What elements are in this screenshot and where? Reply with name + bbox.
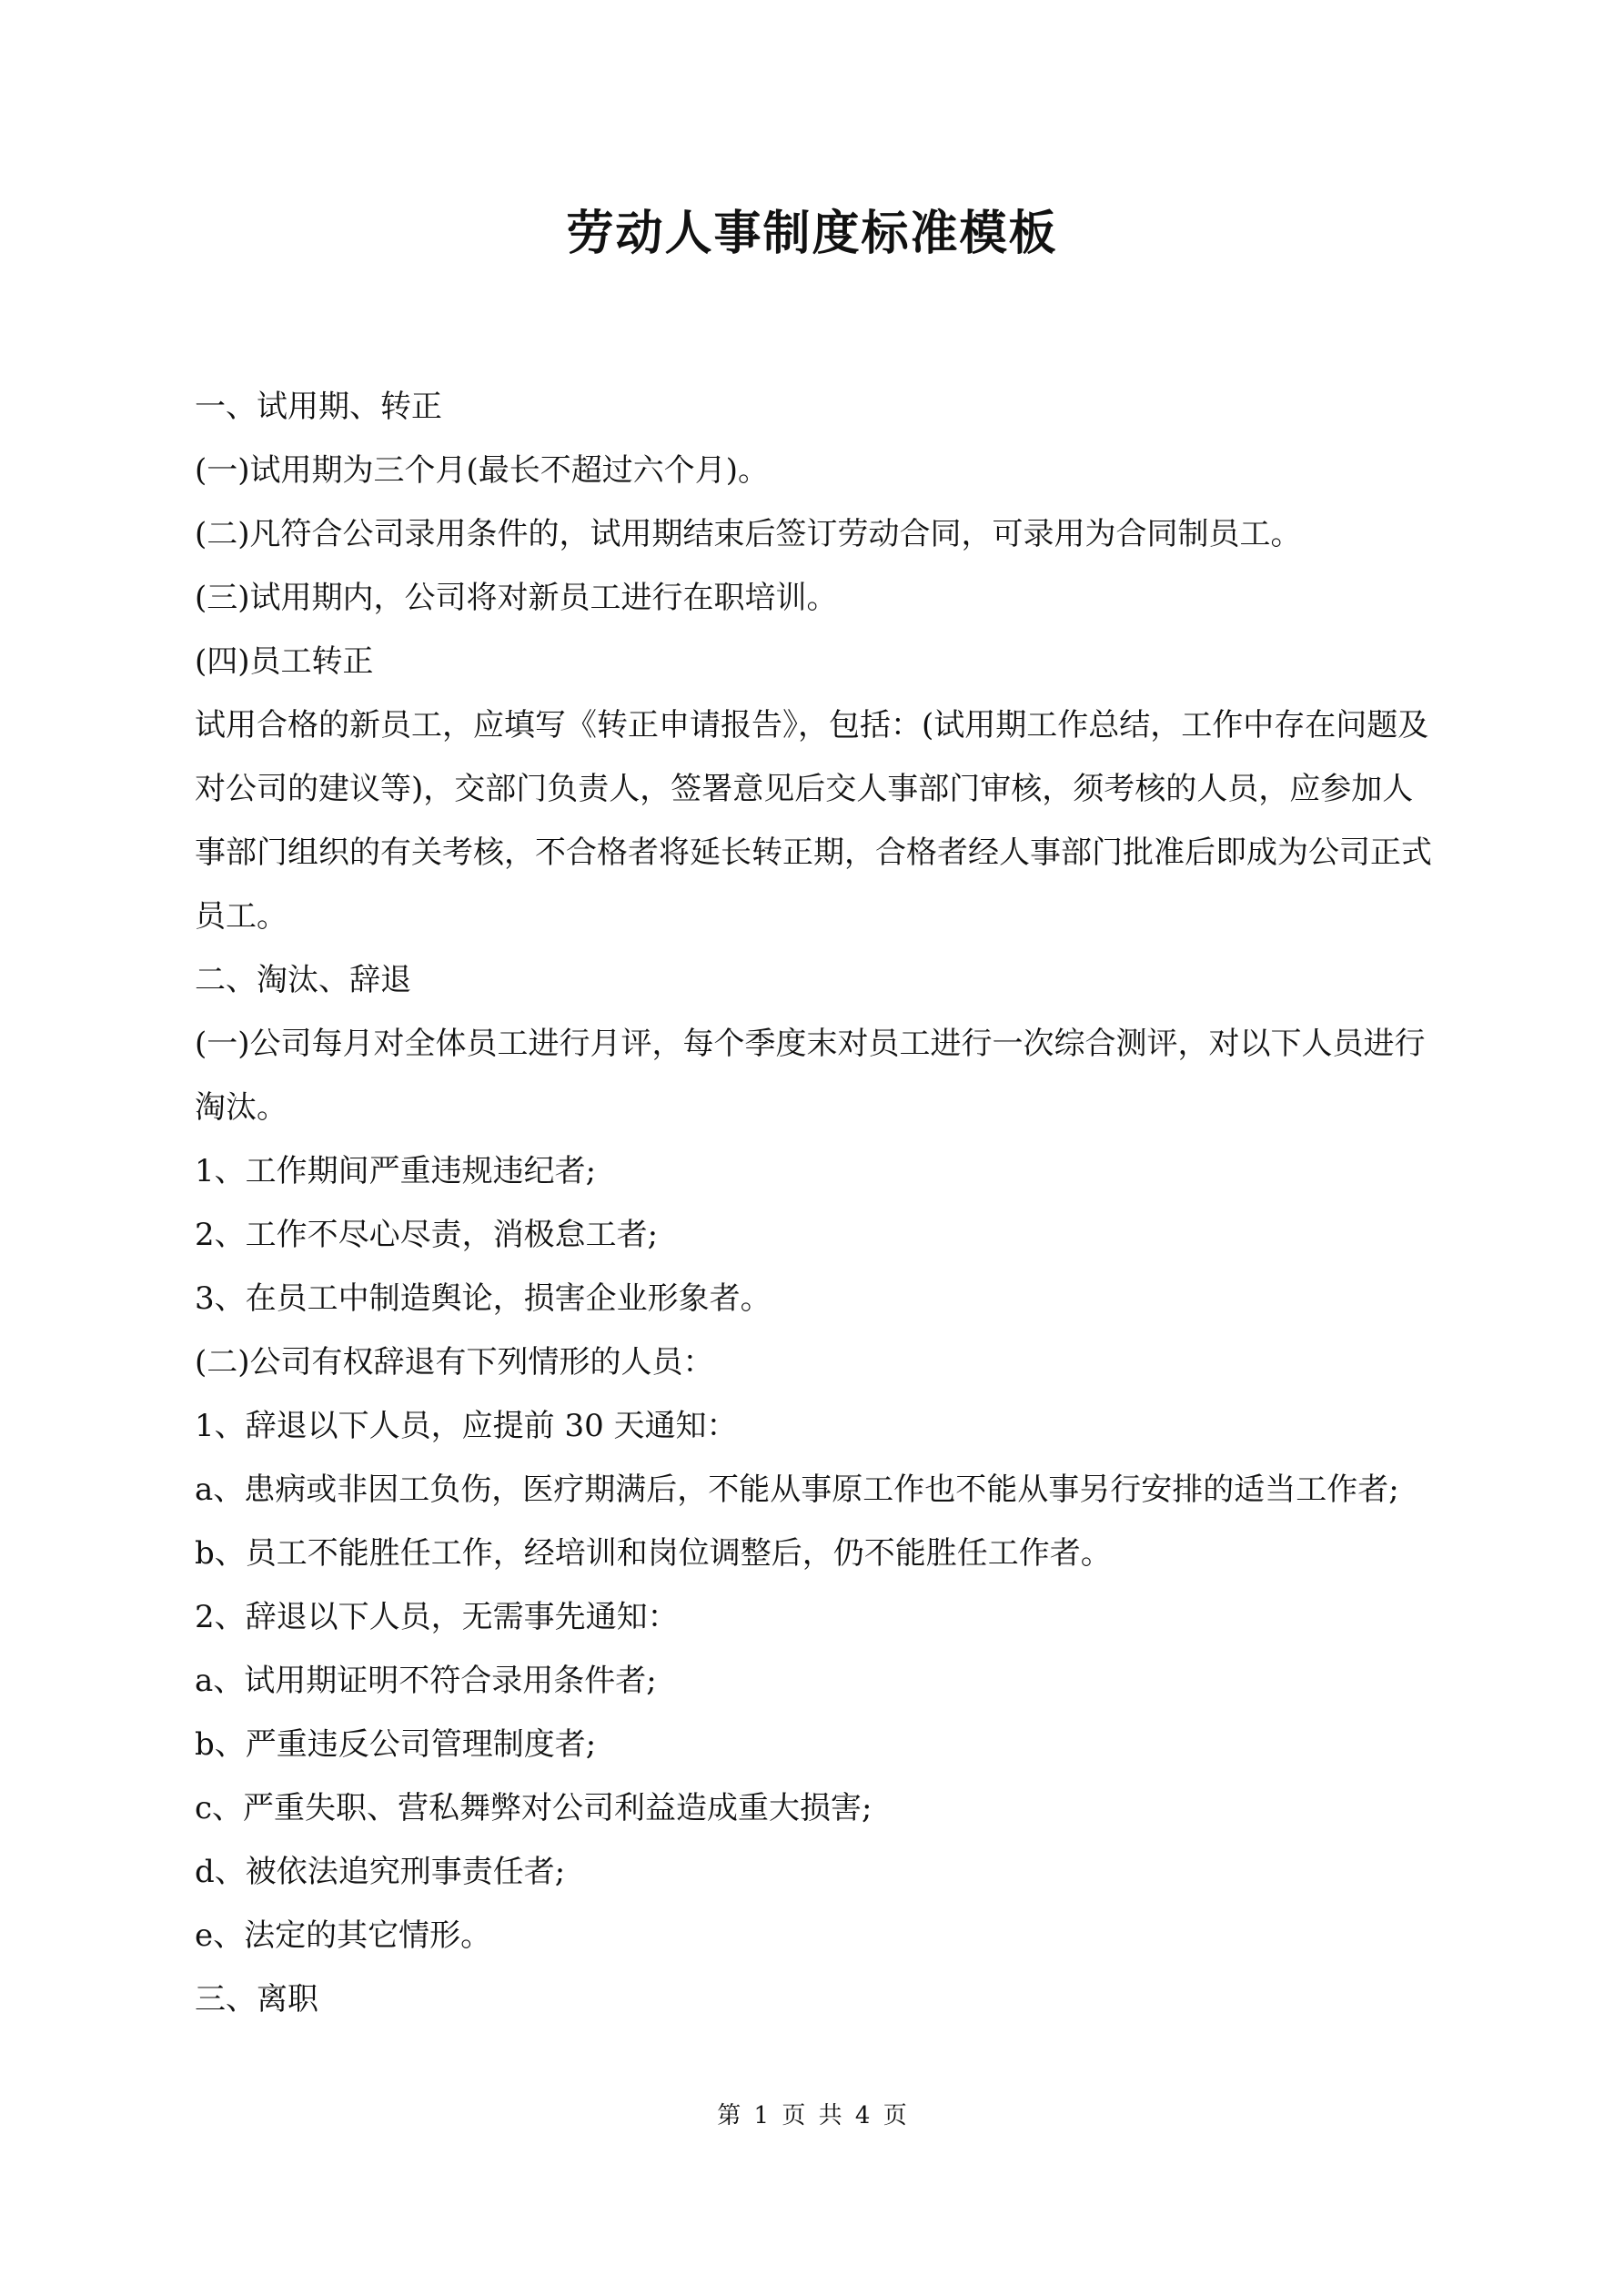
list-item: 2、工作不尽心尽责，消极怠工者; (195, 1217, 659, 1253)
section-heading: 一、试用期、转正 (195, 389, 442, 425)
document-body (195, 375, 1441, 2031)
paragraph: (二)公司有权辞退有下列情形的人员： (195, 1344, 714, 1381)
list-item: 2、辞退以下人员，无需事先通知： (195, 1599, 679, 1635)
paragraph: (二)凡符合公司录用条件的，试用期结束后签订劳动合同，可录用为合同制员工。 (195, 516, 1302, 552)
list-item: 1、辞退以下人员，应提前 30 天通知： (195, 1408, 738, 1444)
list-item: d、被依法追究刑事责任者; (195, 1854, 566, 1890)
list-item: a、试用期证明不符合录用条件者; (195, 1663, 657, 1699)
section-heading: 三、离职 (195, 1981, 318, 2018)
list-item: b、员工不能胜任工作，经培训和岗位调整后，仍不能胜任工作者。 (195, 1535, 1112, 1572)
list-item: a、患病或非因工负伤，医疗期满后，不能从事原工作也不能从事另行安排的适当工作者; (195, 1472, 1399, 1508)
list-item: c、严重失职、营私舞弊对公司利益造成重大损害; (195, 1790, 873, 1826)
paragraph: (一)公司每月对全体员工进行月评，每个季度末对员工进行一次综合测评，对以下人员进行淘汰。 (195, 1026, 1426, 1126)
list-item: 3、在员工中制造舆论，损害企业形象者。 (195, 1280, 772, 1317)
paragraph: (一)试用期为三个月(最长不超过六个月)。 (195, 452, 770, 489)
list-item: e、法定的其它情形。 (195, 1917, 492, 1954)
document-title: 劳动人事制度标准模板 (566, 206, 1058, 261)
paragraph: (三)试用期内，公司将对新员工进行在职培训。 (195, 580, 838, 616)
paragraph: (四)员工转正 (195, 643, 374, 680)
section-heading: 二、淘汰、辞退 (195, 962, 411, 998)
list-item: 1、工作期间严重违规违纪者; (195, 1153, 597, 1189)
list-item: b、严重违反公司管理制度者; (195, 1726, 597, 1763)
page-footer: 第 1 页 共 4 页 (717, 2102, 907, 2129)
paragraph: 试用合格的新员工，应填写《转正申请报告》，包括：(试用期工作总结，工作中存在问题及对公司的建议等)，交部门负责人，签署意见后交人事部门审核，须考核的人员，应参加人事部门组织的有关考核，不合格者将延长转正期，合格者经人事部门批准后即成为公司正式员工。 (195, 707, 1432, 935)
